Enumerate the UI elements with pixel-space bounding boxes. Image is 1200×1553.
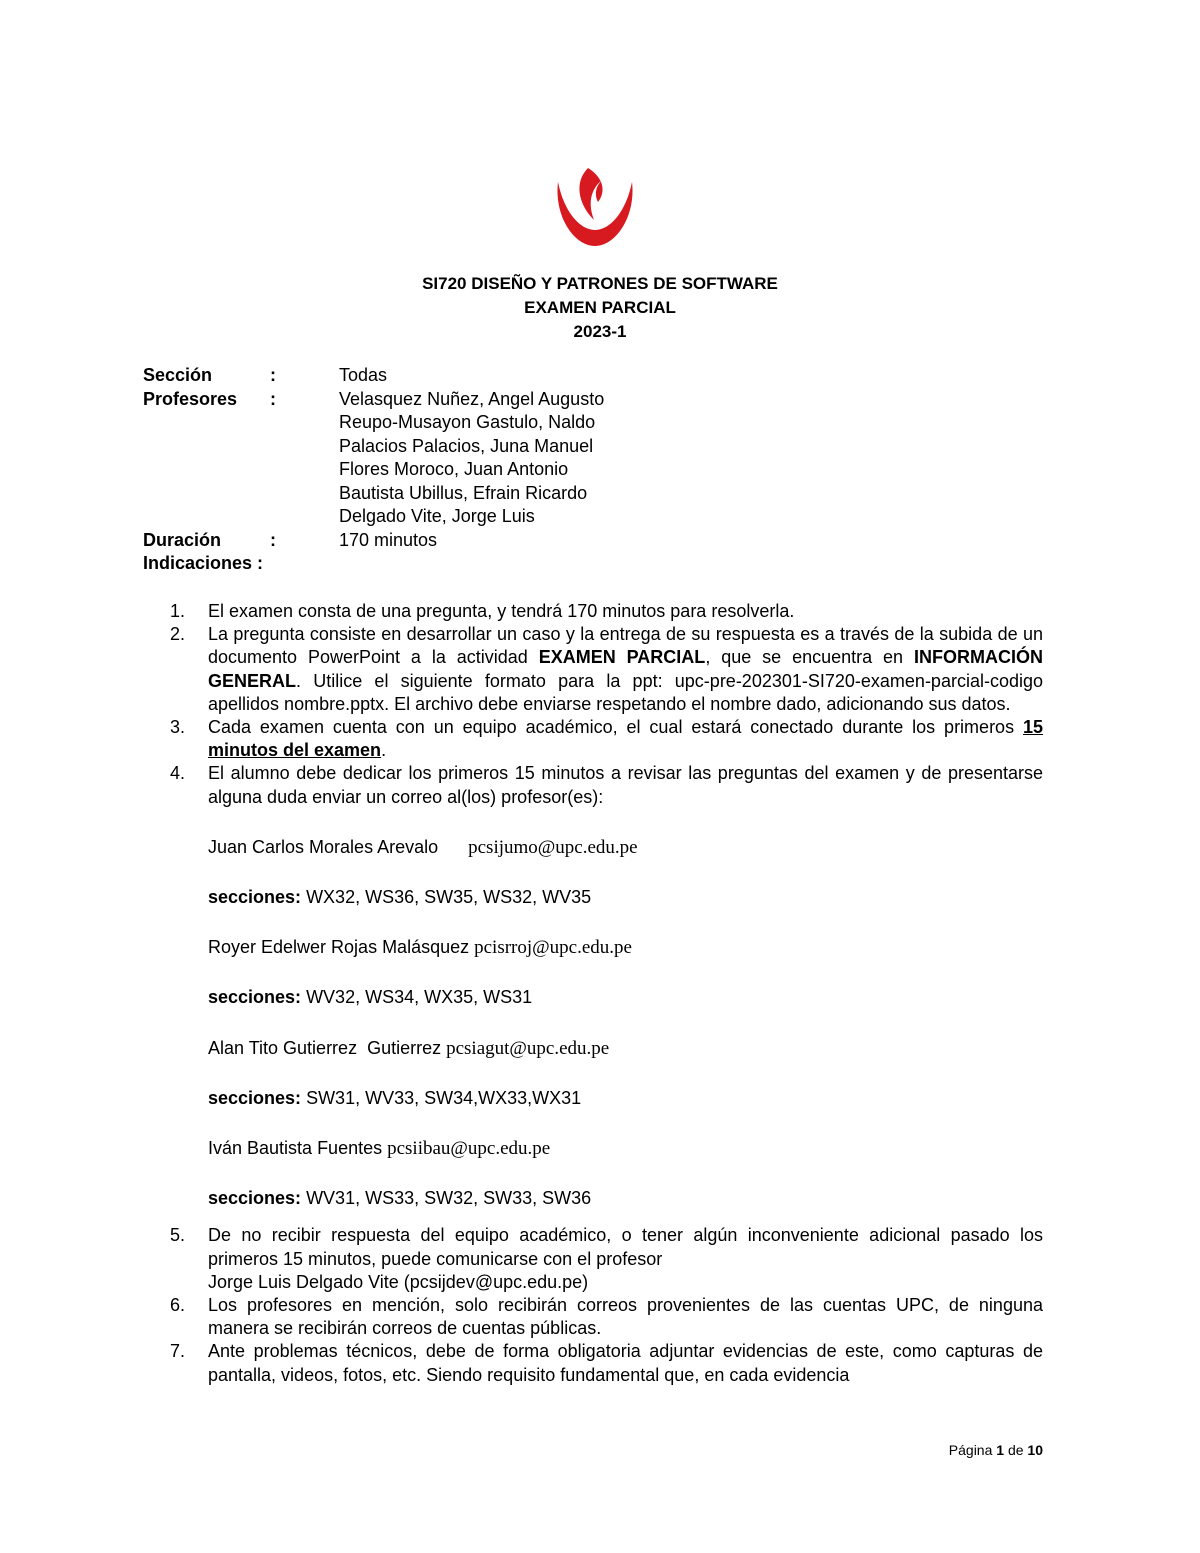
item-number: 4. bbox=[170, 763, 186, 784]
contact-line bbox=[208, 936, 1043, 959]
sections-label: secciones: bbox=[208, 1188, 302, 1209]
list-item bbox=[170, 1340, 1043, 1386]
profesores-row-cont bbox=[143, 505, 604, 529]
sections-line bbox=[208, 986, 1043, 1009]
colon: : bbox=[270, 388, 276, 409]
contact-email: pcsiibau@upc.edu.pe bbox=[387, 1138, 551, 1160]
spacer bbox=[143, 505, 270, 529]
spacer bbox=[270, 435, 339, 459]
spacer bbox=[270, 458, 339, 482]
item-number: 2. bbox=[170, 624, 186, 645]
spacer bbox=[208, 859, 1043, 886]
colon: : bbox=[270, 529, 276, 550]
spacer bbox=[143, 458, 270, 482]
contact-line bbox=[208, 1037, 1043, 1060]
item-number: 1. bbox=[170, 601, 186, 621]
duracion-row bbox=[143, 529, 604, 553]
contact-email: pcsijumo@upc.edu.pe bbox=[468, 836, 638, 858]
spacer bbox=[208, 1060, 1043, 1087]
exam-term: 2023-1 bbox=[573, 322, 627, 341]
bold-text: INFORMACIÓN GENERAL bbox=[208, 647, 1043, 691]
spacer bbox=[208, 959, 1043, 986]
contact-name: Alan Tito Gutierrez Gutierrez bbox=[208, 1037, 447, 1058]
item-text: Ante problemas técnicos, debe de forma obligatoria adjuntar evidencias de este, como capturas de pantalla, videos, fotos, etc. Siendo requisito fundamental que, en cada evidencia bbox=[208, 1341, 1043, 1385]
spacer bbox=[270, 505, 339, 529]
text-span: . bbox=[381, 740, 387, 761]
duracion-label: Duración bbox=[143, 529, 222, 550]
item-text bbox=[208, 623, 1043, 716]
sections-value: WV32, WS34, WX35, WS31 bbox=[301, 987, 533, 1008]
item-text: El examen consta de una pregunta, y tendrá 170 minutos para resolverla. bbox=[208, 601, 795, 621]
indicaciones-row bbox=[143, 552, 604, 576]
spacer bbox=[208, 809, 1043, 836]
page-footer bbox=[949, 1442, 1043, 1458]
footer-label: de bbox=[1004, 1442, 1028, 1458]
sections-label: secciones: bbox=[208, 887, 302, 908]
contact-name: Juan Carlos Morales Arevalo bbox=[208, 836, 469, 857]
sections-label: secciones: bbox=[208, 987, 302, 1008]
contact-name: Royer Edelwer Rojas Malásquez bbox=[208, 937, 475, 958]
item-text bbox=[208, 762, 1043, 1224]
sections-value: WX32, WS36, SW35, WS32, WV35 bbox=[301, 887, 592, 908]
colon: : bbox=[270, 365, 276, 385]
text-span: De no recibir respuesta del equipo académico, o tener algún inconveniente adicional pasado los primeros 15 minutos, puede comunicarse con el profesor bbox=[208, 1225, 1043, 1269]
seccion-label: Sección bbox=[143, 365, 213, 385]
list-item bbox=[170, 762, 1043, 1224]
item-text bbox=[208, 1224, 1043, 1294]
item-text bbox=[208, 716, 1043, 762]
profesores-row-cont bbox=[143, 411, 604, 435]
spacer bbox=[270, 482, 339, 506]
professor-name: Bautista Ubillus, Efrain Ricardo bbox=[339, 482, 588, 503]
contact-line bbox=[208, 836, 1043, 859]
instructions-list bbox=[170, 600, 1043, 1387]
footer-label: Página bbox=[948, 1442, 997, 1458]
contact-name: Iván Bautista Fuentes bbox=[208, 1138, 388, 1159]
profesores-label: Profesores bbox=[143, 388, 238, 409]
sections-line bbox=[208, 886, 1043, 909]
spacer bbox=[208, 1110, 1043, 1137]
item-number: 7. bbox=[170, 1341, 186, 1362]
item-number: 3. bbox=[170, 717, 186, 738]
text-span: . Utilice el siguiente formato para la ppt: upc-pre-202301-SI720-examen-parcial-codigo apellidos nombre.pptx. El archivo debe enviarse respetando el nombre dado, adicionando sus datos. bbox=[208, 670, 1043, 714]
professor-name: Flores Moroco, Juan Antonio bbox=[339, 459, 569, 479]
sections-line bbox=[208, 1187, 1043, 1210]
list-item bbox=[170, 716, 1043, 762]
page-total: 10 bbox=[1027, 1442, 1043, 1458]
course-title: SI720 DISEÑO Y PATRONES DE SOFTWARE bbox=[422, 274, 778, 293]
contact-line bbox=[208, 1137, 1043, 1160]
underlined-text: 15 minutos del examen bbox=[208, 717, 1043, 761]
bold-text: EXAMEN PARCIAL bbox=[538, 647, 706, 668]
profesores-row-cont bbox=[143, 458, 604, 482]
text-span: , que se encuentra en bbox=[705, 647, 914, 668]
list-item bbox=[170, 1224, 1043, 1294]
spacer bbox=[208, 1160, 1043, 1187]
list-item bbox=[170, 600, 1043, 623]
professor-name: Velasquez Nuñez, Angel Augusto bbox=[339, 388, 605, 409]
duracion-value: 170 minutos bbox=[339, 529, 438, 550]
seccion-value: Todas bbox=[339, 365, 388, 385]
spacer bbox=[143, 482, 270, 506]
indicaciones-label: Indicaciones : bbox=[143, 553, 264, 573]
item-text: Los profesores en mención, solo recibirán correos provenientes de las cuentas UPC, de ninguna manera se recibirán correos de cuentas públicas. bbox=[208, 1295, 1043, 1339]
upc-logo-icon bbox=[552, 164, 638, 250]
professor-name: Reupo-Musayon Gastulo, Naldo bbox=[339, 412, 596, 432]
spacer bbox=[143, 435, 270, 459]
text-span: El alumno debe dedicar los primeros 15 minutos a revisar las preguntas del examen y de presentarse alguna duda enviar un correo al(los) profesor(es): bbox=[208, 763, 1043, 807]
profesores-row bbox=[143, 388, 604, 412]
sections-value: WV31, WS33, SW32, SW33, SW36 bbox=[301, 1188, 592, 1209]
profesores-row-cont bbox=[143, 482, 604, 506]
item-number: 5. bbox=[170, 1225, 186, 1246]
list-item bbox=[170, 1294, 1043, 1340]
item-number: 6. bbox=[170, 1295, 186, 1316]
spacer bbox=[208, 1210, 1043, 1224]
exam-meta bbox=[143, 364, 604, 576]
spacer bbox=[208, 909, 1043, 936]
exam-title: EXAMEN PARCIAL bbox=[524, 298, 676, 317]
text-span: La pregunta consiste en desarrollar un caso y la entrega de su respuesta es a través de la subida de un documento PowerPoint a la actividad bbox=[208, 624, 1043, 668]
contact-email: pcisrroj@upc.edu.pe bbox=[474, 937, 632, 959]
list-item bbox=[170, 623, 1043, 716]
text-span: Jorge Luis Delgado Vite (pcsijdev@upc.edu.pe) bbox=[208, 1271, 589, 1292]
profesores-row-cont bbox=[143, 435, 604, 459]
title-block bbox=[0, 272, 1200, 344]
contact-email: pcsiagut@upc.edu.pe bbox=[446, 1037, 610, 1059]
sections-label: secciones: bbox=[208, 1087, 302, 1108]
professor-name: Palacios Palacios, Juna Manuel bbox=[339, 435, 594, 456]
text-span: Cada examen cuenta con un equipo académico, el cual estará conectado durante los primeros bbox=[208, 717, 1023, 738]
spacer bbox=[270, 411, 339, 435]
spacer bbox=[143, 411, 270, 435]
spacer bbox=[208, 1010, 1043, 1037]
sections-value: SW31, WV33, SW34,WX33,WX31 bbox=[301, 1087, 582, 1108]
sections-line bbox=[208, 1087, 1043, 1110]
page-number: 1 bbox=[996, 1442, 1005, 1458]
seccion-row bbox=[143, 364, 604, 388]
professor-name: Delgado Vite, Jorge Luis bbox=[339, 506, 535, 526]
